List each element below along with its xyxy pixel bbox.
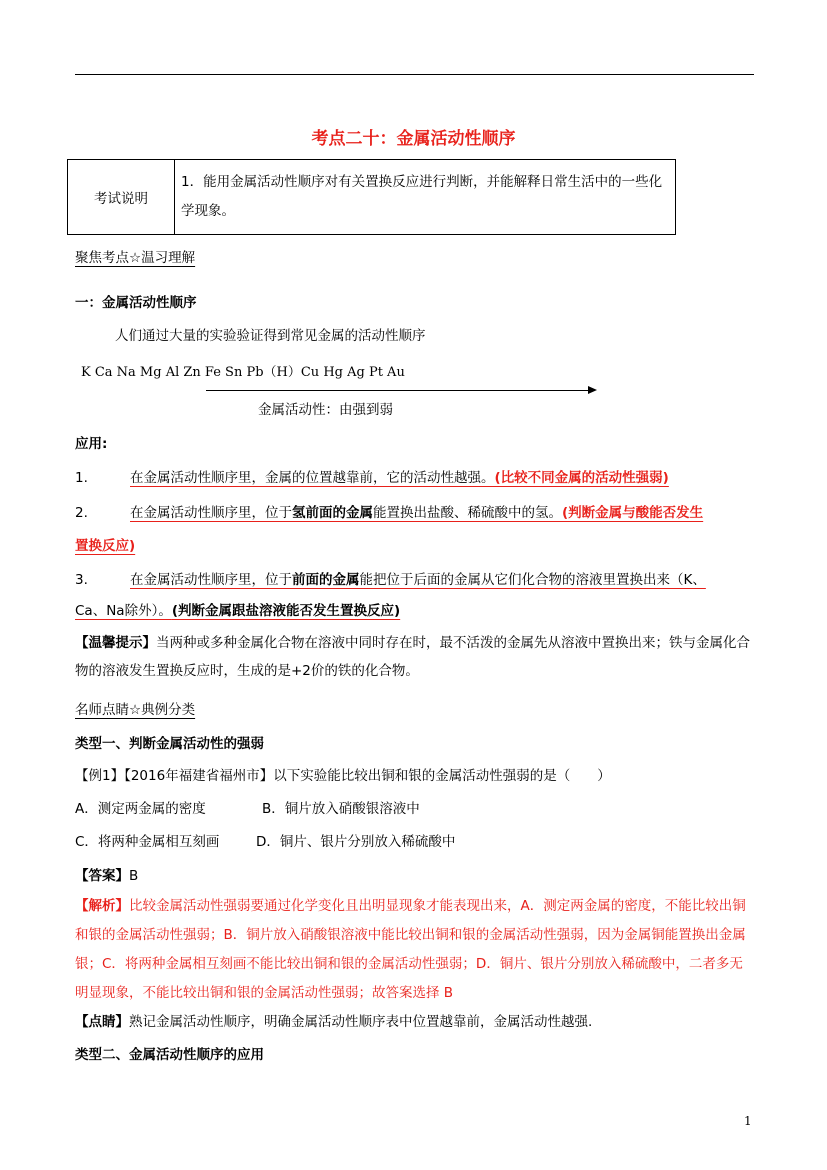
app2-number: 2. (75, 505, 88, 521)
app1-line (130, 468, 669, 488)
app3-line2 (75, 601, 400, 621)
app1-note: (比较不同金属的活动性强弱) (494, 470, 669, 486)
option-b: B．铜片放入硝酸银溶液中 (262, 801, 420, 817)
option-c: C．将两种金属相互刻画 (75, 834, 220, 850)
type1-heading: 类型一、判断金属活动性的强弱 (75, 736, 264, 752)
page-title: 考点二十：金属活动性顺序 (311, 129, 516, 149)
analysis-text: 比较金属活动性强弱要通过化学变化且出明显现象才能表现出来，A．测定两金属的密度，不能比较出铜和银的金属活动性强弱；B．铜片放入硝酸银溶液中能比较出铜和银的金属活动性强弱，因为金属铜能置换出金属银；C．将两种金属相互刻画不能比较出铜和银的金属活动性强弱；D．铜片、银片分别放入稀硫酸中，二者多无明显现象，不能比较出铜和银的金属活动性强弱；故答案选择 B (75, 898, 746, 1001)
app2-note-a: (判断金属与酸能否发生 (562, 505, 704, 521)
header-rule (75, 74, 754, 75)
app2-text-b: 氢前面的金属 (292, 505, 373, 521)
exam-table-label: 考试说明 (68, 160, 175, 235)
metal-series: K Ca Na Mg Al Zn Fe Sn Pb（H）Cu Hg Ag Pt Au (81, 365, 405, 380)
pointer-label: 【点睛】 (75, 1014, 129, 1030)
option-a: A．测定两金属的密度 (75, 801, 206, 817)
app2-line (130, 503, 703, 523)
app3-text-d: Ca、Na除外）。 (75, 603, 172, 619)
analysis-label: 【解析】 (75, 898, 129, 914)
answer-label: 【答案】 (75, 868, 129, 884)
section-focus-heading: 聚焦考点☆温习理解 (75, 250, 196, 266)
example1-question: 以下实验能比较出铜和银的金属活动性强弱的是（ ） (273, 768, 611, 784)
app3-number: 3. (75, 572, 88, 588)
option-d: D．铜片、银片分别放入稀硫酸中 (256, 834, 456, 850)
app1-number: 1. (75, 470, 88, 486)
exam-table-content: 1．能用金属活动性顺序对有关置换反应进行判断，并能解释日常生活中的一些化学现象。 (175, 160, 676, 235)
pointer-line (75, 1012, 592, 1032)
app3-text-c: 能把位于后面的金属从它们化合物的溶液里置换出来（K、 (359, 572, 706, 588)
part1-heading: 一：金属活动性顺序 (75, 295, 197, 311)
intro-text: 人们通过大量的实验验证得到常见金属的活动性顺序 (115, 328, 426, 344)
app3-note: (判断金属跟盐溶液能否发生置换反应) (171, 603, 401, 619)
application-heading: 应用: (75, 436, 108, 452)
app3-line (130, 570, 706, 590)
section-teacher-heading: 名师点睛☆典例分类 (75, 702, 196, 718)
app3-text-a: 在金属活动性顺序里，位于 (130, 572, 292, 588)
warm-tip-label: 【温馨提示】 (75, 635, 156, 651)
answer-line (75, 866, 138, 886)
app1-text: 在金属活动性顺序里，金属的位置越靠前，它的活动性越强。 (130, 470, 495, 486)
example1-label: 【例1】 (75, 768, 125, 784)
app2-text-a: 在金属活动性顺序里，位于 (130, 505, 292, 521)
example1-source: 【2016年福建省福州市】 (124, 768, 274, 784)
exam-description-table (67, 159, 676, 235)
app2-note-b: 置换反应) (75, 538, 136, 554)
app2-text-c: 能置换出盐酸、稀硫酸中的氢。 (373, 505, 562, 521)
analysis (75, 892, 755, 1008)
app2-line2 (75, 536, 135, 556)
warm-tip-text: 当两种或多种金属化合物在溶液中同时存在时，最不活泼的金属先从溶液中置换出来；铁与金属化合物的溶液发生置换反应时，生成的是+2价的铁的化合物。 (75, 635, 750, 679)
activity-arrow-head (588, 386, 597, 394)
type2-heading: 类型二、金属活动性顺序的应用 (75, 1047, 264, 1063)
answer-value: B (129, 868, 139, 884)
arrow-caption: 金属活动性：由强到弱 (258, 402, 393, 418)
example1-line (75, 766, 611, 786)
activity-arrow-line (206, 390, 590, 391)
pointer-text: 熟记金属活动性顺序，明确金属活动性顺序表中位置越靠前，金属活动性越强. (129, 1014, 593, 1030)
warm-tip (75, 629, 755, 685)
page-number: 1 (744, 1114, 752, 1128)
app3-text-b: 前面的金属 (292, 572, 360, 588)
